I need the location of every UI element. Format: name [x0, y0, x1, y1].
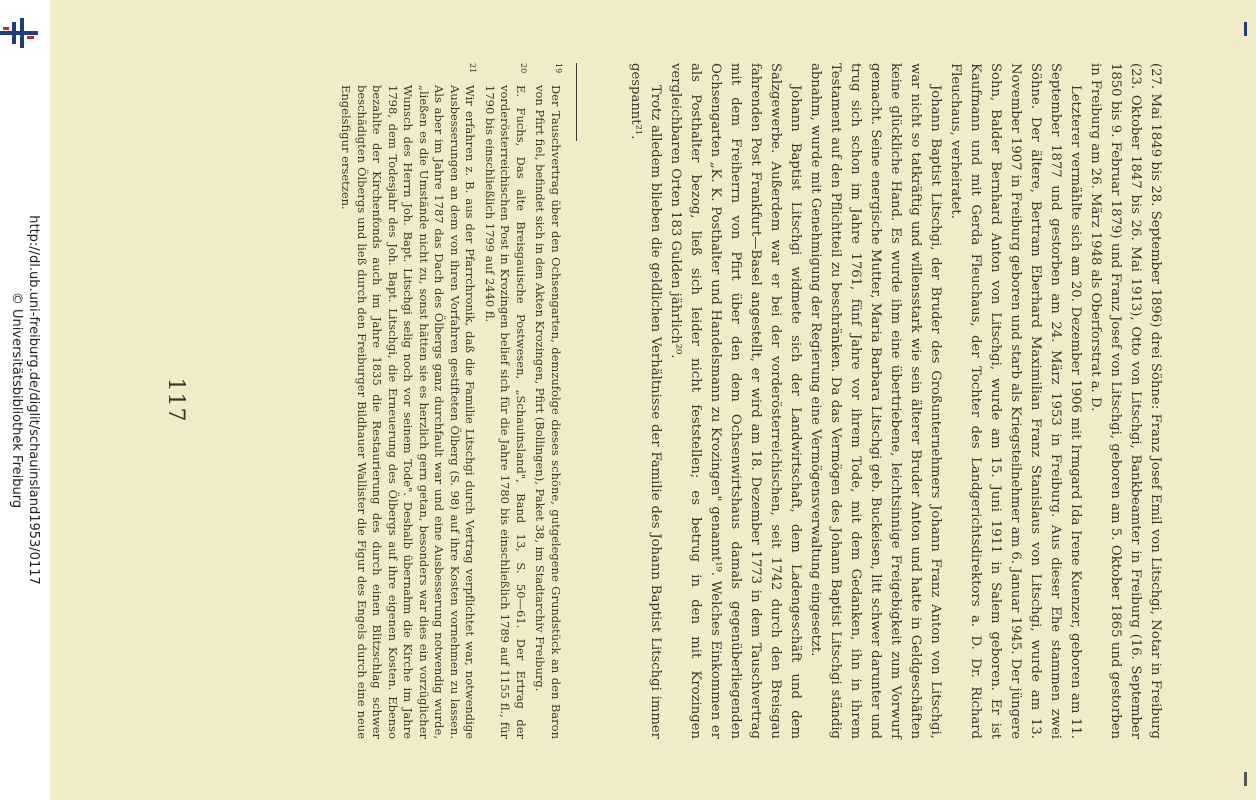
page-edge-marker [1244, 772, 1247, 786]
page-number: 117 [163, 377, 188, 423]
footnote-text: Wir erfahren z. B. aus der Pfarrchronik, daß die Familie Litschgi durch Vertrag verpflichtet war, notwendige Ausbesserungen an dem von ihren Vorfahren gestifteten Ölberg (S. 98) auf ihre Kosten vornehmen zu lassen. Als aber im Jahre 1787 das Dach des Ölbergs ganz durchfault war und eine Ausbesserung notwendig wurde, „ließen es die Umstände nicht zu, sonst hätten sie es herzlich gern getan, besonders war dies ein vorzüglicher Wunsch des Herrn Joh. Bapt. Litschgi selig noch vor seinem Tode". Deshalb übernahm die Kirche im Jahre 1798, dem Todesjahr des Joh. Bapt. Litschgi, die Erneuerung des Ölbergs auf ihre eigenen Kosten. Ebenso bezahlte der Kirchenfonds auch im Jahre 1835 die Restaurierung des durch einen Blitzschlag schwer beschädigten Ölbergs und ließ durch den Freiburger Bildhauer Wallister die Figur des Engels durch eine neue Engelsfigur ersetzen. [339, 85, 478, 739]
paragraph: Letzterer vermählte sich am 20. Dezember 1906 mit Irmgard Ida Irene Kuenzer, geboren am 11. September 1877 und gestorben am 24. März 1953 in Freiburg. Aus dieser Ehe stammen zwei Söhne. Der ältere, Bertram Eberhard Maximilian Franz Stanislaus von Litschgi, wurde am 13. November 1907 in Freiburg geboren und starb als Kriegsteilnehmer am 6. Januar 1945. Der jüngere Sohn, Balder Bernhard Anton von Litschgi, wurde am 15. Juni 1911 in Salem geboren. Er ist Kaufmann und mit Gerda Fleuchaus, der Tochter des Landgerichtsdirektors a. D. Dr. Richard Fleuchaus, verheiratet. [948, 63, 1083, 739]
footnote [338, 63, 478, 739]
footnote-number: 20 [519, 63, 528, 74]
footnote [482, 63, 529, 739]
paragraph: Johann Baptist Litschgi widmete sich der Landwirtschaft, dem Ladengeschäft und dem Salzgewerbe. Außerdem war er bei der vorderösterreichischen, seit 1742 durch den Breisgau fahrenden Post Frankfurt—Basel angestellt, er wird am 18. Dezember 1773 in dem Tauschvertrag mit dem Freiherrn von Pfirt über den dem Ochsenwirtshaus damals gegenüberliegenden Ochsengarten „K. K. Posthalter und Handelsmann zu Krozingen" genannt¹⁹. Welches Einkommen er als Posthalter bezog, ließ sich leider nicht feststellen; es betrug in den mit Krozingen vergleichbaren Orten 183 Gulden jährlich²⁰. [668, 63, 803, 739]
footnote-text: Der Tauschvertrag über den Ochsengarten, demzufolge dieses schöne, gutgelegene Grundstück an den Baron von Pfirt fiel, befindet sich in den Akten Krozingen, Pfirt (Bollingen), Paket 38, im Stadtarchiv Freiburg. [533, 85, 563, 739]
footnote-number: 19 [554, 63, 563, 74]
main-text [625, 63, 1165, 739]
footnote-text: E. Fuchs, Das alte Breisgauische Postwesen, „Schauinsland", Band 13, S. 50—61. Der Ertrag der vorderösterreichischen Post in Krozingen belief sich für die Jahre 1780 bis einschließlich 1789 auf 1155 fl., für 1790 bis einschließlich 1799 auf 2440 fl. [483, 85, 528, 739]
sidebar-citation [8, 0, 42, 800]
footnote [532, 63, 563, 739]
viewer-sidebar [0, 0, 50, 800]
paragraph: Johann Baptist Litschgi, der Bruder des Großunternehmers Johann Franz Anton von Litschgi, war nicht so tatkräftig und willensstark wie sein älterer Bruder Anton und hatte in Geldgeschäften keine glückliche Hand. Es wurde ihm eine übertriebene, leichtsinnige Freigebigkeit zum Vorwurf gemacht. Seine energische Mutter, Maria Barbara Litschgi geb. Buckeisen, litt schwer darunter und trug sich schon im Jahre 1761, fünf Jahre vor ihrem Tode, mit dem Gedanken, ihn in ihrem Testament auf den Pflichtteil zu beschränken. Da das Vermögen des Johann Baptist Litschgi ständig abnahm, wurde mit Genehmigung der Regierung eine Vermögensverwaltung eingesetzt. [808, 63, 943, 739]
paragraph: (27. Mai 1849 bis 28. September 1896) drei Söhne: Franz Josef Emil von Litschgi, Notar in Freiburg (23. Oktober 1847 bis 26. Mai 1913), Otto von Litschgi, Bankbeamter in Freiburg (16. September 1850 bis 9. Februar 1879) und Franz Josef von Litschgi, geboren am 5. Oktober 1865 und gestorben in Freiburg am 26. März 1948 als Oberforstrat a. D. [1088, 63, 1163, 739]
footnotes [334, 63, 563, 739]
document-url-link[interactable]: http://dl.ub.uni-freiburg.de/diglit/schauinsland1953/0117 [26, 215, 41, 585]
paragraph: Trotz alledem blieben die geldlichen Verhältnisse der Familie des Johann Baptist Litschgi immer gespannt²¹. [628, 63, 663, 739]
page-content-rotated [123, 25, 1183, 775]
copyright-notice: © Universitätsbibliothek Freiburg [9, 291, 24, 509]
page-edge-marker [1244, 22, 1247, 36]
footnote-number: 21 [468, 63, 478, 74]
footnote-divider [576, 63, 577, 141]
scanned-page [50, 0, 1256, 800]
